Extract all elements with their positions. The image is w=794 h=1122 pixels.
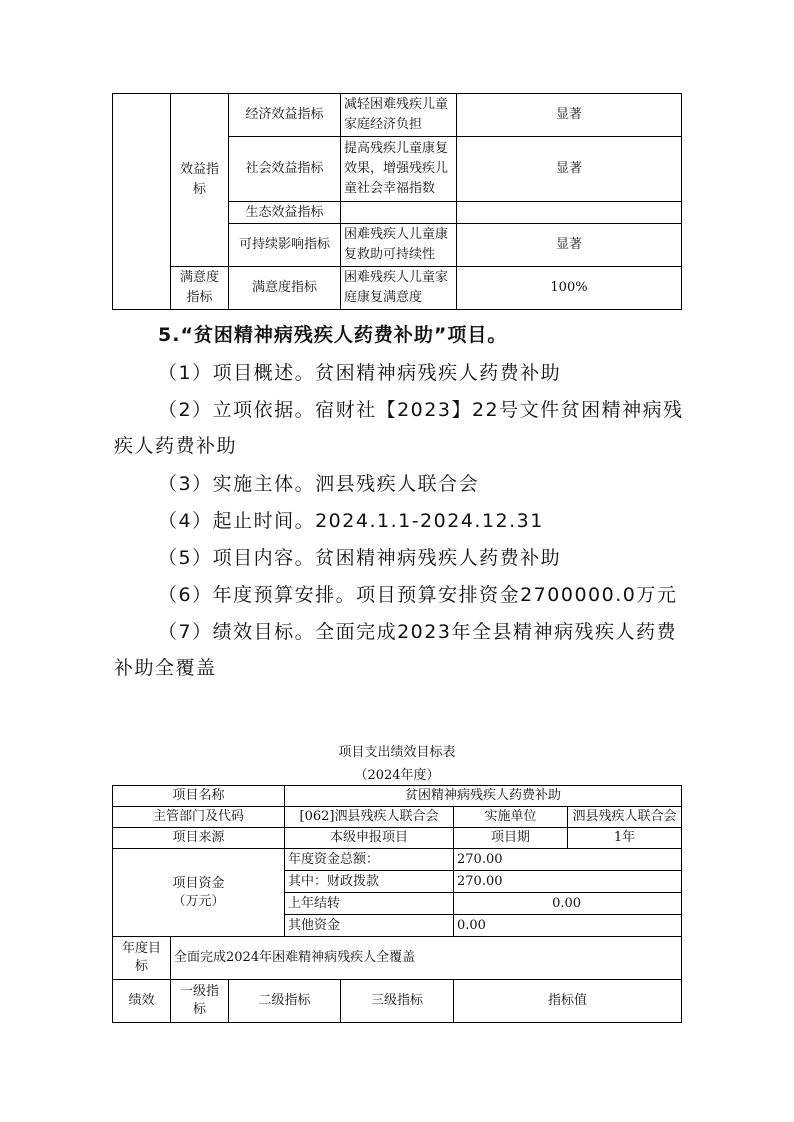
table-row — [113, 937, 682, 980]
dept-value: [062]泗县残疾人联合会 — [285, 807, 454, 828]
table-row — [113, 94, 682, 137]
paragraph-overview: （1）项目概述。贫困精神病残疾人药费补助 — [158, 362, 562, 384]
dept-label: 主管部门及代码 — [113, 807, 285, 828]
funds-row-label: 上年结转 — [285, 893, 454, 915]
goal-label: 年度目标 — [113, 937, 171, 980]
section-title: 5.“贫困精神病残疾人药费补助”项目。 — [158, 324, 508, 346]
table-row — [113, 807, 682, 828]
funds-row-label: 其他资金 — [285, 915, 454, 937]
goal-value: 全面完成2024年困难精神病残疾人全覆盖 — [171, 937, 682, 980]
table-cell-empty — [113, 94, 171, 310]
table-cell-l2: 社会效益指标 — [229, 137, 341, 202]
paragraph-content: （5）项目内容。贫困精神病残疾人药费补助 — [158, 547, 562, 569]
funds-row-label: 其中：财政拨款 — [285, 871, 454, 893]
lvl3-label: 三级指标 — [341, 980, 454, 1023]
project-goal-table — [112, 785, 682, 1023]
paragraph-basis: （2）立项依据。宿财社【2023】22号文件贫困精神病残疾人药费补助 — [114, 399, 684, 457]
table-cell-value: 显著 — [457, 94, 682, 137]
table-cell-l2: 满意度指标 — [229, 267, 341, 310]
source-value: 本级申报项目 — [285, 828, 454, 849]
table-cell-l3: 困难残疾人儿童康复救助可持续性 — [341, 224, 457, 267]
table-subtitle: （2024年度） — [354, 768, 440, 783]
table-cell-value: 显著 — [457, 137, 682, 202]
table-cell-value: 100% — [457, 267, 682, 310]
funds-row-value: 0.00 — [454, 893, 682, 915]
perf-label: 绩效 — [113, 980, 171, 1023]
table-cell-l2: 生态效益指标 — [229, 202, 341, 224]
funds-row-value: 0.00 — [454, 915, 682, 937]
paragraph-goal: （7）绩效目标。全面完成2023年全县精神病残疾人药费补助全覆盖 — [114, 621, 677, 679]
table-row — [113, 828, 682, 849]
table-row — [113, 849, 682, 871]
period-value: 1年 — [568, 828, 682, 849]
paragraph-budget: （6）年度预算安排。项目预算安排资金2700000.0万元 — [158, 584, 678, 606]
table-cell-l2: 经济效益指标 — [229, 94, 341, 137]
funds-label — [113, 849, 285, 937]
table-title: 项目支出绩效目标表 — [338, 745, 456, 760]
funds-label-line2: （万元） — [172, 893, 225, 909]
table-cell-l2: 可持续影响指标 — [229, 224, 341, 267]
table-row — [113, 267, 682, 310]
funds-row-value: 270.00 — [454, 871, 682, 893]
table-cell-l3: 提高残疾儿童康复效果，增强残疾儿童社会幸福指数 — [341, 137, 457, 202]
performance-indicator-table — [112, 93, 682, 310]
funds-label-line1: 项目资金 — [172, 875, 225, 891]
table-cell-group: 效益指标 — [171, 94, 229, 267]
table-cell-l3 — [341, 202, 457, 224]
table-cell-group: 满意度指标 — [171, 267, 229, 310]
table-cell-value — [457, 202, 682, 224]
paragraph-period: （4）起止时间。2024.1.1-2024.12.31 — [158, 510, 544, 532]
unit-value: 泗县残疾人联合会 — [568, 807, 682, 828]
period-label: 项目期 — [454, 828, 568, 849]
table-row — [113, 786, 682, 807]
project-name-value: 贫困精神病残疾人药费补助 — [285, 786, 682, 807]
unit-label: 实施单位 — [454, 807, 568, 828]
lvl1-label: 一级指标 — [171, 980, 229, 1023]
funds-row-label: 年度资金总额： — [285, 849, 454, 871]
lvl2-label: 二级指标 — [229, 980, 341, 1023]
table-row — [113, 980, 682, 1023]
table-cell-value: 显著 — [457, 224, 682, 267]
table-cell-l3: 困难残疾人儿童家庭康复满意度 — [341, 267, 457, 310]
table-cell-l3: 减轻困难残疾儿童家庭经济负担 — [341, 94, 457, 137]
funds-row-value: 270.00 — [454, 849, 682, 871]
indicator-value-label: 指标值 — [454, 980, 682, 1023]
source-label: 项目来源 — [113, 828, 285, 849]
paragraph-implementer: （3）实施主体。泗县残疾人联合会 — [158, 473, 480, 495]
project-name-label: 项目名称 — [113, 786, 285, 807]
